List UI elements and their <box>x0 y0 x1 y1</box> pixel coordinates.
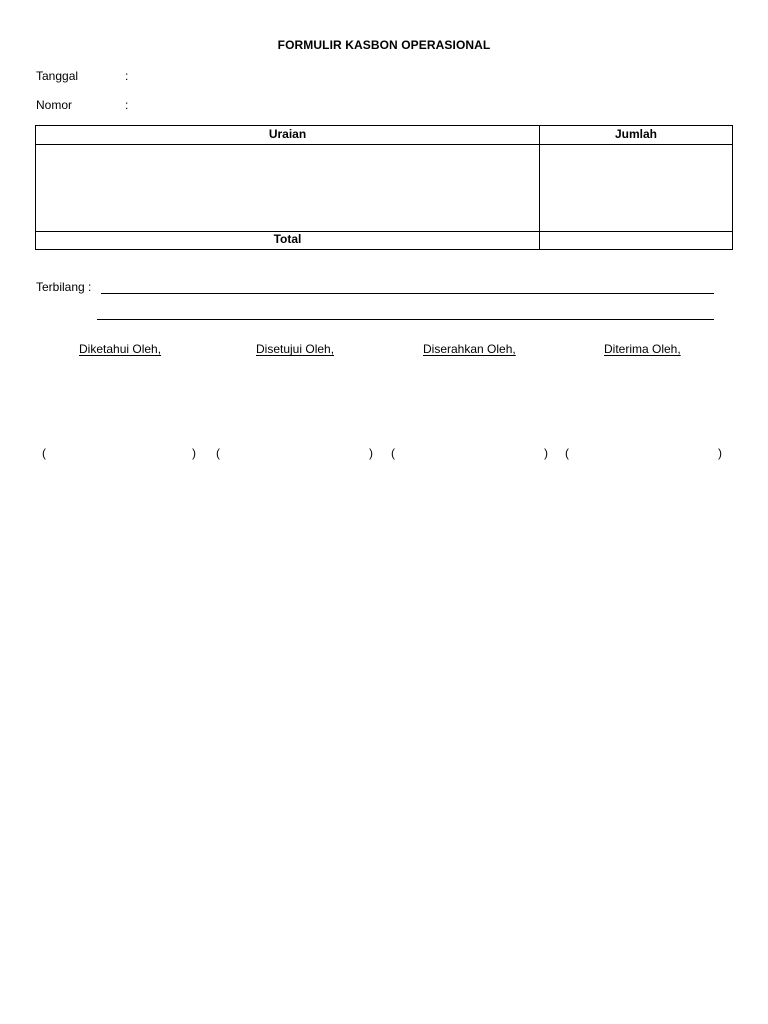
jumlah-body-cell[interactable] <box>540 145 732 231</box>
signature-title-diterima: Diterima Oleh, <box>604 342 681 356</box>
signature-title-diketahui: Diketahui Oleh, <box>79 342 162 356</box>
terbilang-value[interactable] <box>104 280 712 293</box>
signature-open-paren-2: ( <box>216 446 220 460</box>
tanggal-colon: : <box>125 69 129 83</box>
signature-open-paren-3: ( <box>391 446 395 460</box>
terbilang-line-1 <box>101 293 714 294</box>
signature-title-disetujui: Disetujui Oleh, <box>256 342 335 356</box>
signature-open-paren-4: ( <box>565 446 569 460</box>
total-value-cell[interactable] <box>540 232 732 249</box>
signature-close-paren-2: ) <box>369 446 373 460</box>
header-uraian: Uraian <box>268 127 307 141</box>
nomor-label: Nomor <box>36 98 73 112</box>
header-jumlah: Jumlah <box>614 127 657 141</box>
uraian-body-cell[interactable] <box>36 145 539 231</box>
signature-open-paren-1: ( <box>42 446 46 460</box>
tanggal-label: Tanggal <box>36 69 79 83</box>
terbilang-label: Terbilang : <box>36 280 92 294</box>
kasbon-table <box>35 125 733 250</box>
signature-close-paren-4: ) <box>718 446 722 460</box>
signature-close-paren-1: ) <box>192 446 196 460</box>
signature-close-paren-3: ) <box>544 446 548 460</box>
total-label: Total <box>273 232 302 246</box>
terbilang-line-2 <box>97 319 714 320</box>
signature-title-diserahkan: Diserahkan Oleh, <box>423 342 516 356</box>
nomor-colon: : <box>125 98 129 112</box>
form-title: FORMULIR KASBON OPERASIONAL <box>277 38 491 52</box>
